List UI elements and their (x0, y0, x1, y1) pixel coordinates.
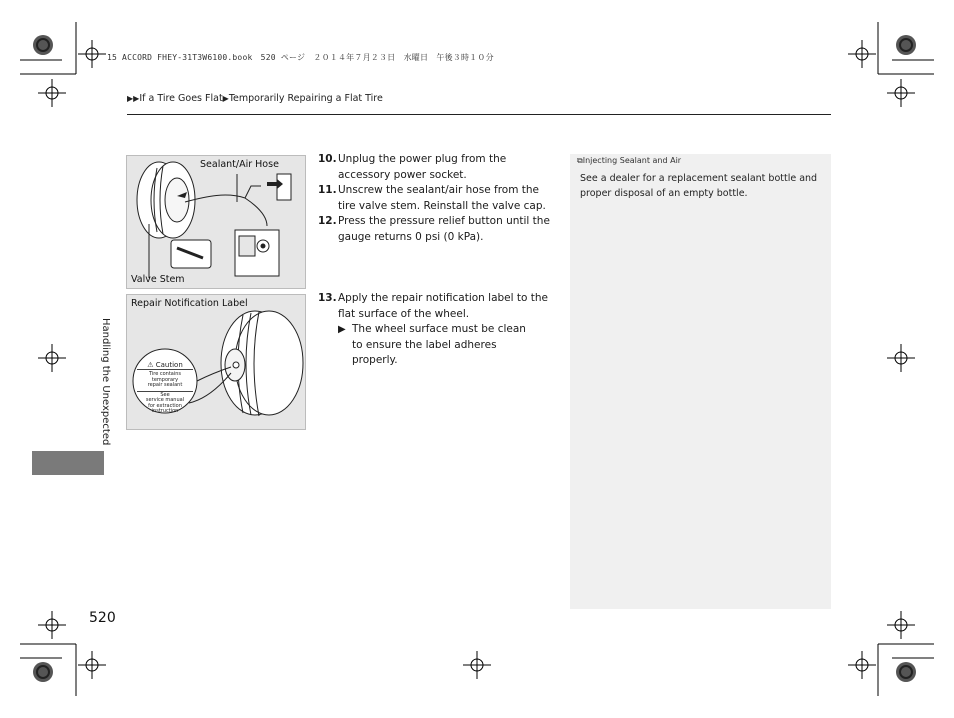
reference-icon: ⧉ (577, 156, 583, 165)
caution-line-6: instruction (151, 408, 179, 414)
breadcrumb-separator: ▶ (222, 94, 229, 103)
breadcrumb-page[interactable]: Temporarily Repairing a Flat Tire (228, 93, 383, 104)
caution-line-3: See (137, 391, 193, 399)
note-title-text[interactable]: Injecting Sealant and Air (582, 156, 682, 165)
side-section-label[interactable]: Handling the Unexpected (100, 318, 111, 446)
caution-heading (137, 361, 193, 370)
step-text: Press the pressure relief button until the gauge returns 0 psi (0 kPa). (338, 215, 550, 243)
caution-line-1: Tire contains temporary (148, 371, 182, 383)
figure-sealant-hose (126, 155, 306, 289)
step-text: Unplug the power plug from the accessory power socket. (338, 153, 507, 181)
breadcrumb-arrows: ▶▶ (127, 94, 140, 103)
step-10 (318, 152, 558, 183)
step-13-note (338, 322, 538, 369)
figure-notification-label (126, 294, 306, 430)
step-12 (318, 214, 558, 245)
step-11 (318, 183, 558, 214)
notes-panel (570, 154, 831, 609)
step-text: Unscrew the sealant/air hose from the tire valve stem. Reinstall the valve cap. (338, 184, 546, 212)
label-repair-notification: Repair Notification Label (131, 298, 248, 309)
tire-compressor-illustration (127, 156, 305, 288)
page-number: 520 (89, 610, 116, 626)
step-number: 13. (318, 292, 337, 304)
arrow-icon: ▶ (338, 324, 346, 335)
caution-sticker (137, 361, 193, 415)
step-13 (318, 291, 550, 322)
note-body: See a dealer for a replacement sealant bottle and proper disposal of an empty bottle. (580, 173, 818, 199)
label-valve-stem: Valve Stem (131, 274, 185, 285)
caution-line-5: for extraction (148, 402, 182, 409)
note-title (577, 156, 681, 166)
label-sealant-hose: Sealant/Air Hose (200, 159, 279, 170)
caution-line-4: service manual (145, 397, 185, 403)
side-thumb-tab[interactable] (32, 451, 104, 475)
step-number: 12. (318, 215, 337, 227)
step-13-note-text: The wheel surface must be clean to ensure the label adheres properly. (352, 323, 526, 366)
print-header: 15 ACCORD FHEY-31T3W6100.book 520 ページ ２０１４年７月２３日 水曜日 午後３時１０分 (107, 53, 494, 62)
breadcrumb-section[interactable]: If a Tire Goes Flat (139, 93, 223, 104)
step-number: 11. (318, 184, 337, 196)
caution-text: Caution (155, 361, 183, 369)
warning-triangle-icon: ⚠ (147, 361, 154, 369)
steps-list (318, 152, 563, 366)
breadcrumb (127, 93, 383, 104)
step-number: 10. (318, 153, 337, 165)
caution-line-2: repair sealant (147, 382, 183, 388)
header-rule (127, 114, 831, 115)
step-text: Apply the repair notification label to the flat surface of the wheel. (338, 292, 548, 320)
